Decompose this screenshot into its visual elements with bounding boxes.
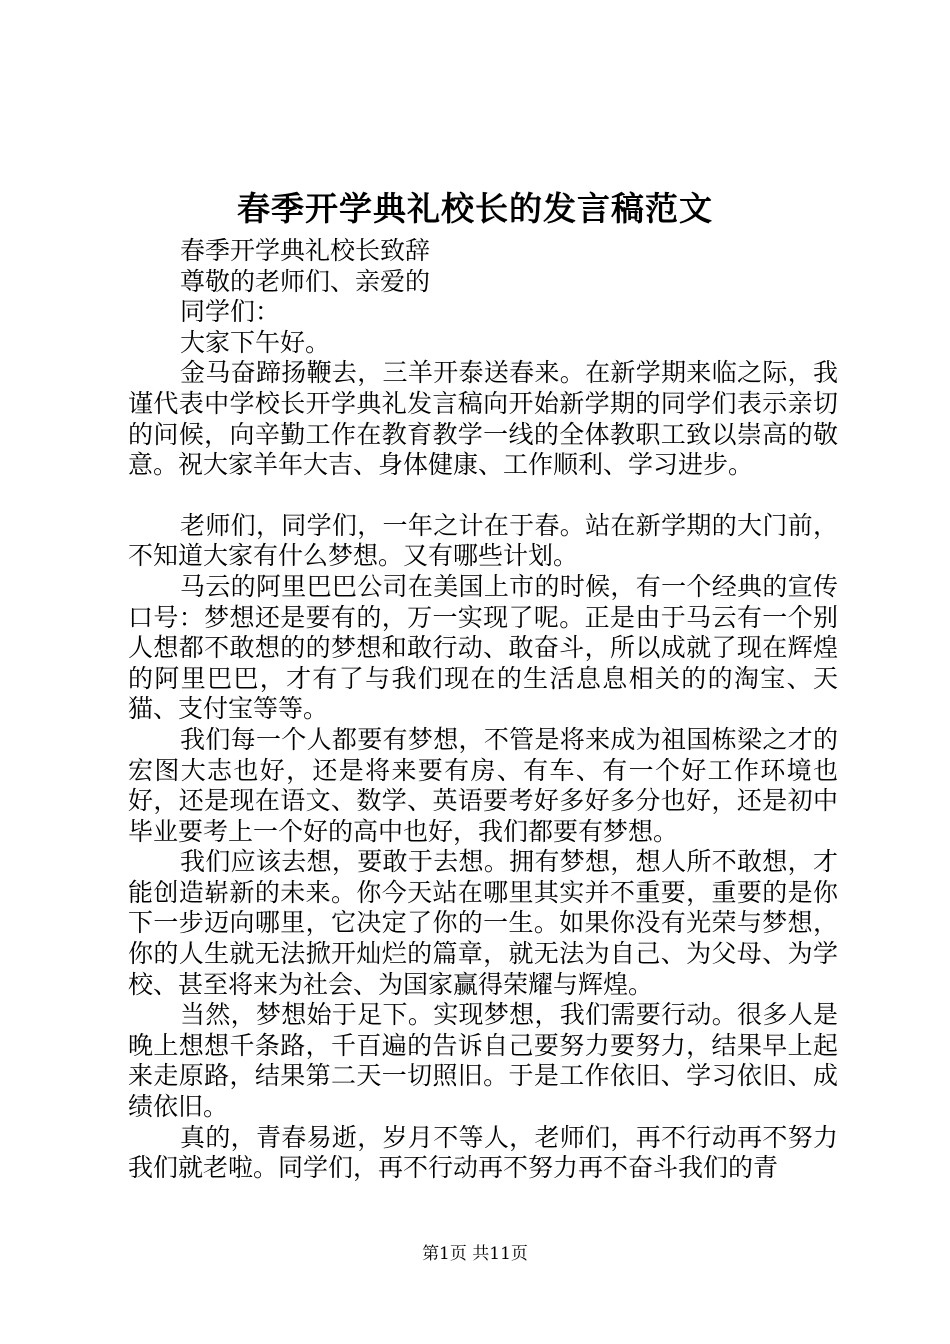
paragraph: 我们应该去想，要敢于去想。拥有梦想，想人所不敢想，才能创造崭新的未来。你今天站在哪里其实并不重要，重要的是你下一步迈向哪里，它决定了你的一生。如果你没有光荣与梦想，你的人生就无法掀开灿烂的篇章，就无法为自己、为父母、为学校、甚至将来为社会、为国家赢得荣耀与辉煌。 <box>128 847 838 999</box>
page-number: 第1页 共11页 <box>422 1244 528 1264</box>
paragraph: 春季开学典礼校长致辞 <box>180 236 431 265</box>
paragraph: 尊敬的老师们、亲爱的 <box>180 266 431 296</box>
document-body <box>128 236 838 1184</box>
paragraph: 同学们： <box>180 297 281 327</box>
document-title: 春季开学典礼校长的发言稿范文 <box>237 189 713 228</box>
paragraph: 马云的阿里巴巴公司在美国上市的时候，有一个经典的宣传口号：梦想还是要有的，万一实现了呢。正是由于马云有一个别人想都不敢想的的梦想和敢行动、敢奋斗，所以成就了现在辉煌的阿里巴巴，才有了与我们现在的生活息息相关的的淘宝、天猫、支付宝等等。 <box>128 571 838 724</box>
paragraph: 大家下午好。 <box>180 327 331 357</box>
paragraph: 老师们，同学们，一年之计在于春。站在新学期的大门前，不知道大家有什么梦想。又有哪些计划。 <box>128 510 838 571</box>
paragraph: 当然，梦想始于足下。实现梦想，我们需要行动。很多人是晚上想想千条路，千百遍的告诉自己要努力要努力，结果早上起来走原路，结果第二天一切照旧。于是工作依旧、学习依旧、成绩依旧。 <box>128 1000 838 1122</box>
paragraph: 我们每一个人都要有梦想，不管是将来成为祖国栋梁之才的宏图大志也好，还是将来要有房、有车、有一个好工作环境也好，还是现在语文、数学、英语要考好多好多分也好，还是初中毕业要考上一个好的高中也好，我们都要有梦想。 <box>128 724 838 846</box>
paragraph: 金马奋蹄扬鞭去，三羊开泰送春来。在新学期来临之际，我谨代表中学校长开学典礼发言稿向开始新学期的同学们表示亲切的问候，向辛勤工作在教育教学一线的全体教职工致以崇高的敬意。祝大家羊年大吉、身体健康、工作顺利、学习进步。 <box>128 358 838 480</box>
paragraph: 真的，青春易逝，岁月不等人，老师们，再不行动再不努力我们就老啦。同学们，再不行动再不努力再不奋斗我们的青 <box>128 1122 838 1183</box>
